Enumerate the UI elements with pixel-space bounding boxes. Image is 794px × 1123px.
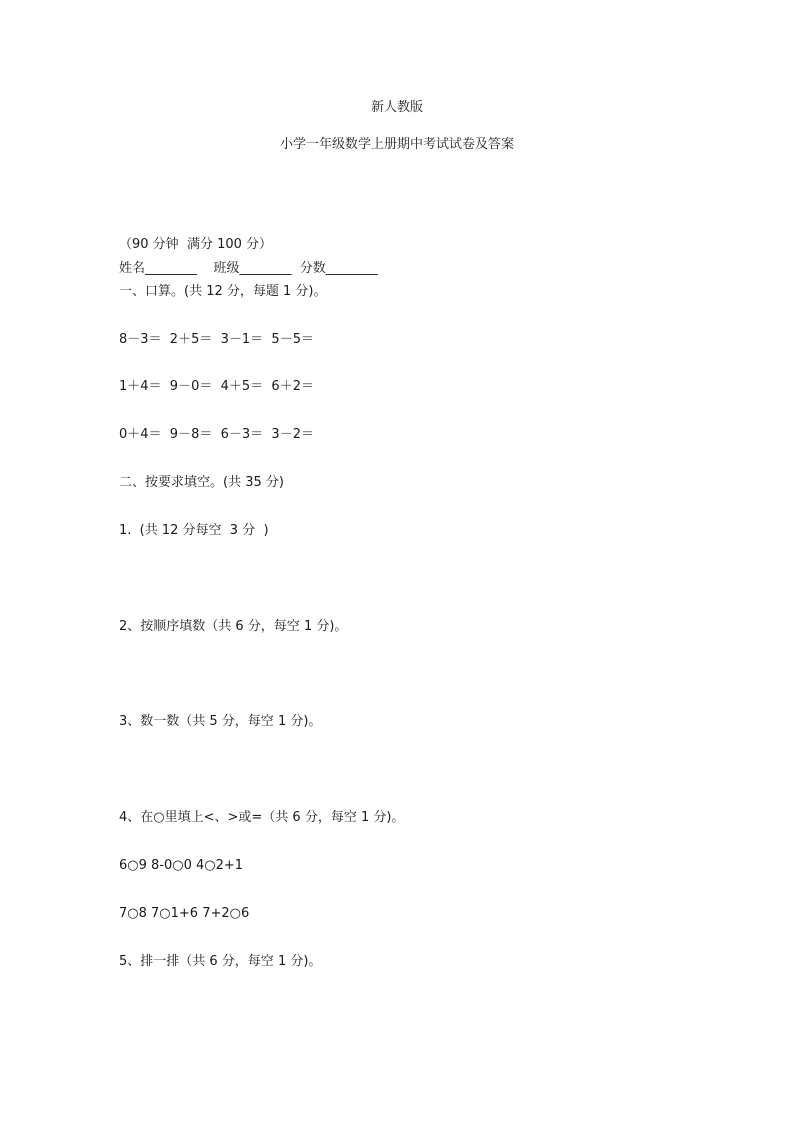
question-2: 2、按顺序填数（共 6 分，每空 1 分)。 <box>119 619 348 634</box>
mental-math-row: 8－3＝ 2＋5＝ 3－1＝ 5－5＝ <box>119 332 314 347</box>
question-4: 4、在○里填上<、>或=（共 6 分，每空 1 分)。 <box>119 810 405 825</box>
comparison-row: 6○9 8-0○0 4○2+1 <box>119 858 244 873</box>
mental-math-row: 0＋4＝ 9－8＝ 6－3＝ 3－2＝ <box>119 427 314 442</box>
section2-heading: 二、按要求填空。(共 35 分) <box>119 475 284 490</box>
mental-math-row: 1＋4＝ 9－0＝ 4＋5＝ 6＋2＝ <box>119 379 314 394</box>
exam-duration: （90 分钟 满分 100 分） <box>119 237 273 252</box>
edition-label: 新人教版 <box>370 100 423 115</box>
exam-title: 小学一年级数学上册期中考试试卷及答案 <box>279 137 514 152</box>
section1-heading: 一、口算。(共 12 分，每题 1 分)。 <box>119 284 327 299</box>
student-info-fields: 姓名________ 班级________ 分数________ <box>119 261 378 276</box>
question-1: 1. (共 12 分每空 3 分 ) <box>119 523 269 538</box>
question-5: 5、排一排（共 6 分，每空 1 分)。 <box>119 954 322 969</box>
question-3: 3、数一数（共 5 分，每空 1 分)。 <box>119 714 322 729</box>
comparison-row: 7○8 7○1+6 7+2○6 <box>119 906 250 921</box>
